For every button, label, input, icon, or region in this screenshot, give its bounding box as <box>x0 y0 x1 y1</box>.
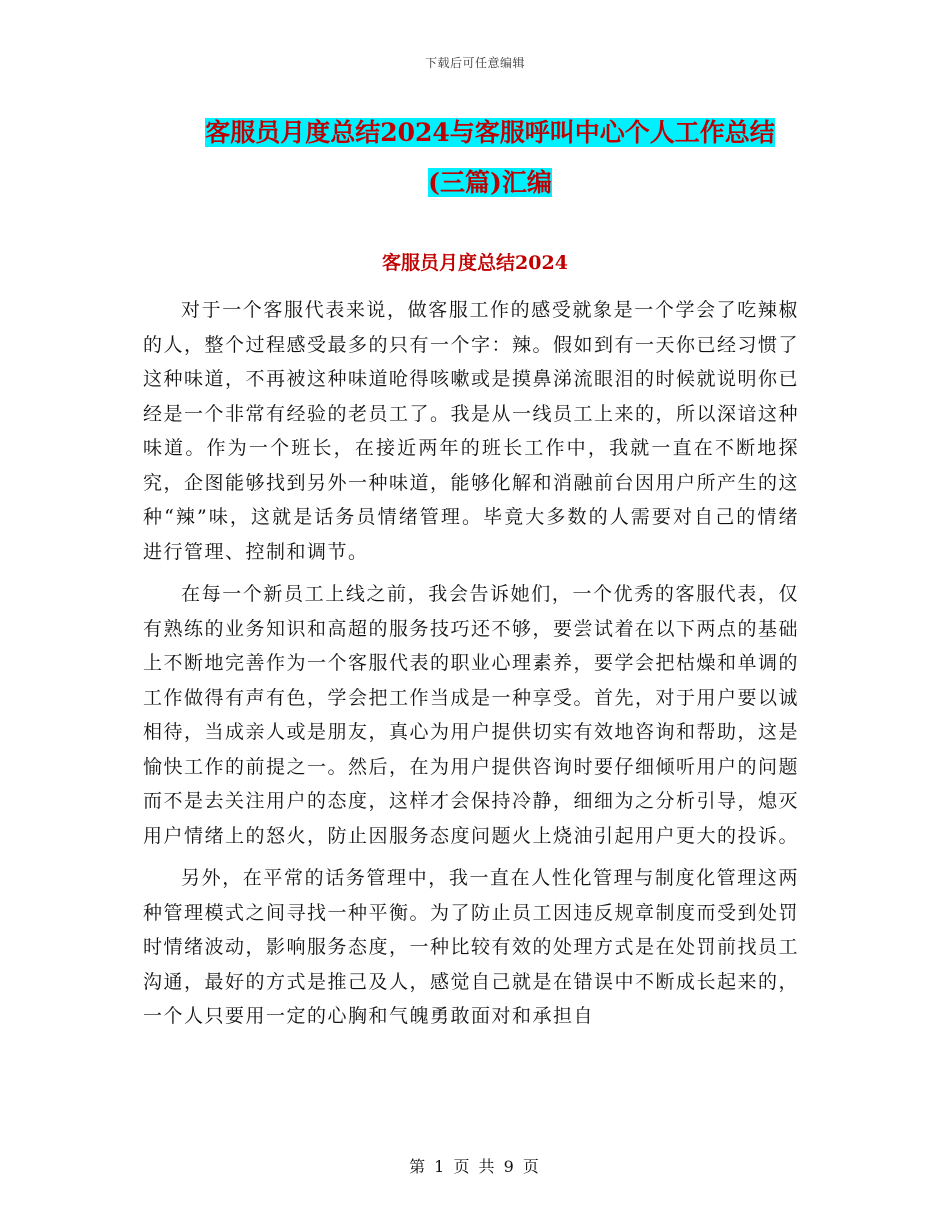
paragraph: 另外，在平常的话务管理中，我一直在人性化管理与制度化管理这两种管理模式之间寻找一种平衡。为了防止员工因违反规章制度而受到处罚时情绪波动，影响服务态度，一种比较有效的处理方式是在处罚前找员工沟通，最好的方式是推己及人，感觉自己就是在错误中不断成长起来的，一个人只要用一定的心胸和气魄勇敢面对和承担自 <box>143 867 800 1027</box>
document-body <box>143 293 799 1042</box>
document-title-line-1: 客服员月度总结2024与客服呼叫中心个人工作总结 <box>205 118 775 147</box>
page-number-footer: 第 1 页 共 9 页 <box>409 1157 541 1176</box>
document-title-line-2: (三篇)汇编 <box>428 168 552 197</box>
page-header-note: 下载后可任意编辑 <box>424 56 525 70</box>
document-title <box>140 108 840 208</box>
paragraph: 对于一个客服代表来说，做客服工作的感受就象是一个学会了吃辣椒的人，整个过程感受最多的只有一个字：辣。假如到有一天你已经习惯了这种味道，不再被这种味道呛得咳嗽或是摸鼻涕流眼泪的时候就说明你已经是一个非常有经验的老员工了。我是从一线员工上来的，所以深谙这种味道。作为一个班长，在接近两年的班长工作中，我就一直在不断地探究，企图能够找到另外一种味道，能够化解和消融前台因用户所产生的这种“辣”味，这就是话务员情绪管理。毕竟大多数的人需要对自己的情绪进行管理、控制和调节。 <box>143 299 800 563</box>
paragraph: 在每一个新员工上线之前，我会告诉她们，一个优秀的客服代表，仅有熟练的业务知识和高超的服务技巧还不够，要尝试着在以下两点的基础上不断地完善作为一个客服代表的职业心理素养，要学会把枯燥和单调的工作做得有声有色，学会把工作当成是一种享受。首先，对于用户要以诚相待，当成亲人或是朋友，真心为用户提供切实有效地咨询和帮助，这是愉快工作的前提之一。然后，在为用户提供咨询时要仔细倾听用户的问题而不是去关注用户的态度，这样才会保持冷静，细细为之分析引导，熄灭用户情绪上的怒火，防止因服务态度问题火上烧油引起用户更大的投诉。 <box>143 583 800 847</box>
section-title: 客服员月度总结2024 <box>382 252 568 274</box>
